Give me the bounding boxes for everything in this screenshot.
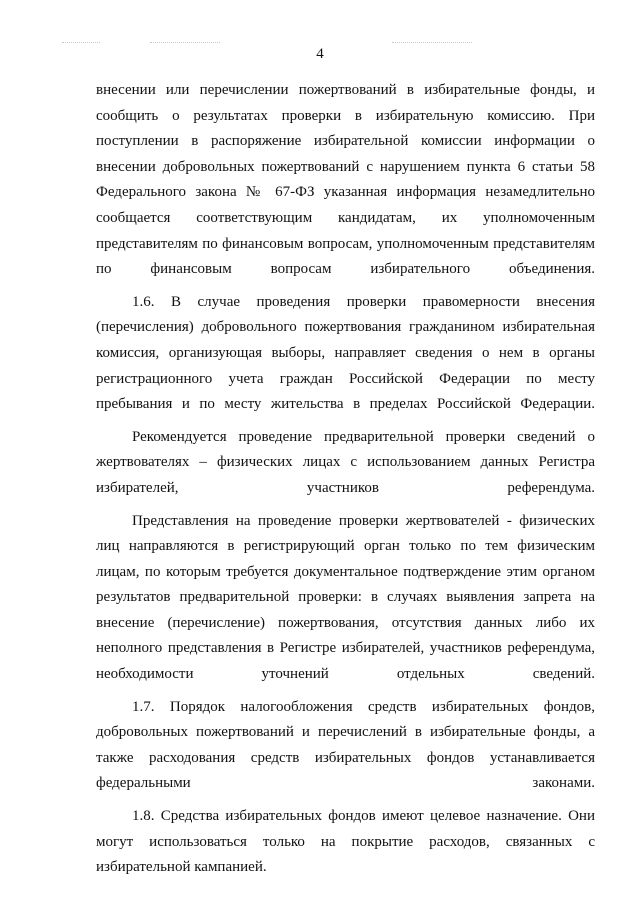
- paragraph-1-7: [96, 695, 595, 797]
- scan-noise: [150, 42, 220, 44]
- text-line: избирателей, участников референдума.: [96, 479, 595, 496]
- text-line: и по месту жительства в пределах Российской Федерации.: [181, 396, 596, 413]
- paragraph-submissions: [96, 509, 595, 688]
- text-line: Федерального закона № 67-ФЗ указанная информация незамедлительно: [96, 184, 595, 201]
- text-line: также расходования средств избирательных фондов устанавливается: [96, 749, 595, 766]
- scan-noise: [392, 42, 472, 44]
- text-line: направляются в регистрирующий орган только по тем физическим лицам, по: [96, 538, 596, 580]
- text-line: федеральными законами.: [96, 775, 595, 792]
- text-line: Рекомендуется проведение предварительной проверки сведений о: [132, 428, 595, 445]
- text-line: добровольных пожертвований и перечислений в избирательные фонды, а: [96, 724, 595, 741]
- text-line: поступлении в распоряжение избирательной комиссии информации о: [96, 133, 595, 150]
- scan-noise: [62, 42, 100, 44]
- document-body: [96, 78, 595, 888]
- text-line: сообщается соответствующим кандидатам, их уполномоченным: [96, 209, 595, 226]
- text-line: представителям по финансовым вопросам, уполномоченным представителям: [96, 235, 595, 252]
- text-line: которым требуется документальное подтверждение этим органом результатов: [96, 563, 596, 606]
- text-line: по финансовым вопросам избирательного объединения.: [96, 261, 595, 278]
- text-line: 1.8. Средства избирательных фондов имеют целевое назначение. Они: [132, 808, 595, 825]
- text-line: могут использоваться только на покрытие расходов, связанных с: [96, 833, 595, 850]
- text-line: внесении добровольных пожертвований с нарушением пункта 6 статьи 58: [96, 158, 595, 175]
- text-line: (перечисление) пожертвования, отсутствия данных либо их неполного: [96, 614, 595, 657]
- text-line: 1.7. Порядок налогообложения средств избирательных фондов,: [132, 698, 595, 715]
- text-line: представления в Регистре избирателей, участников референдума,: [167, 640, 595, 657]
- paragraph-1-8: [96, 804, 595, 881]
- page-number: 4: [316, 46, 324, 62]
- text-line: комиссия, организующая выборы, направляет сведения о нем в органы: [96, 344, 595, 361]
- text-line: (перечисления) добровольного пожертвования гражданином избирательная: [96, 319, 595, 336]
- text-line: предварительной проверки: в случаях выявления запрета на внесение: [96, 589, 596, 631]
- text-line: жертвователях – физических лицах с использованием данных Регистра: [96, 454, 595, 471]
- text-line: Представления на проведение проверки жертвователей - физических лиц: [96, 512, 595, 555]
- text-line: регистрационного учета граждан Российской Федерации по месту пребывания: [96, 370, 595, 413]
- text-line: необходимости уточнений отдельных сведений.: [96, 666, 595, 683]
- paragraph-continuation: [96, 78, 595, 283]
- text-line: внесении или перечислении пожертвований в избирательные фонды, и: [96, 82, 595, 98]
- text-line: 1.6. В случае проведения проверки правомерности внесения: [132, 293, 595, 310]
- text-line: сообщить о результатах проверки в избирательную комиссию. При: [96, 107, 595, 124]
- paragraph-recommendation: [96, 425, 595, 502]
- text-line: избирательной кампанией.: [96, 859, 267, 876]
- paragraph-1-6: [96, 290, 595, 418]
